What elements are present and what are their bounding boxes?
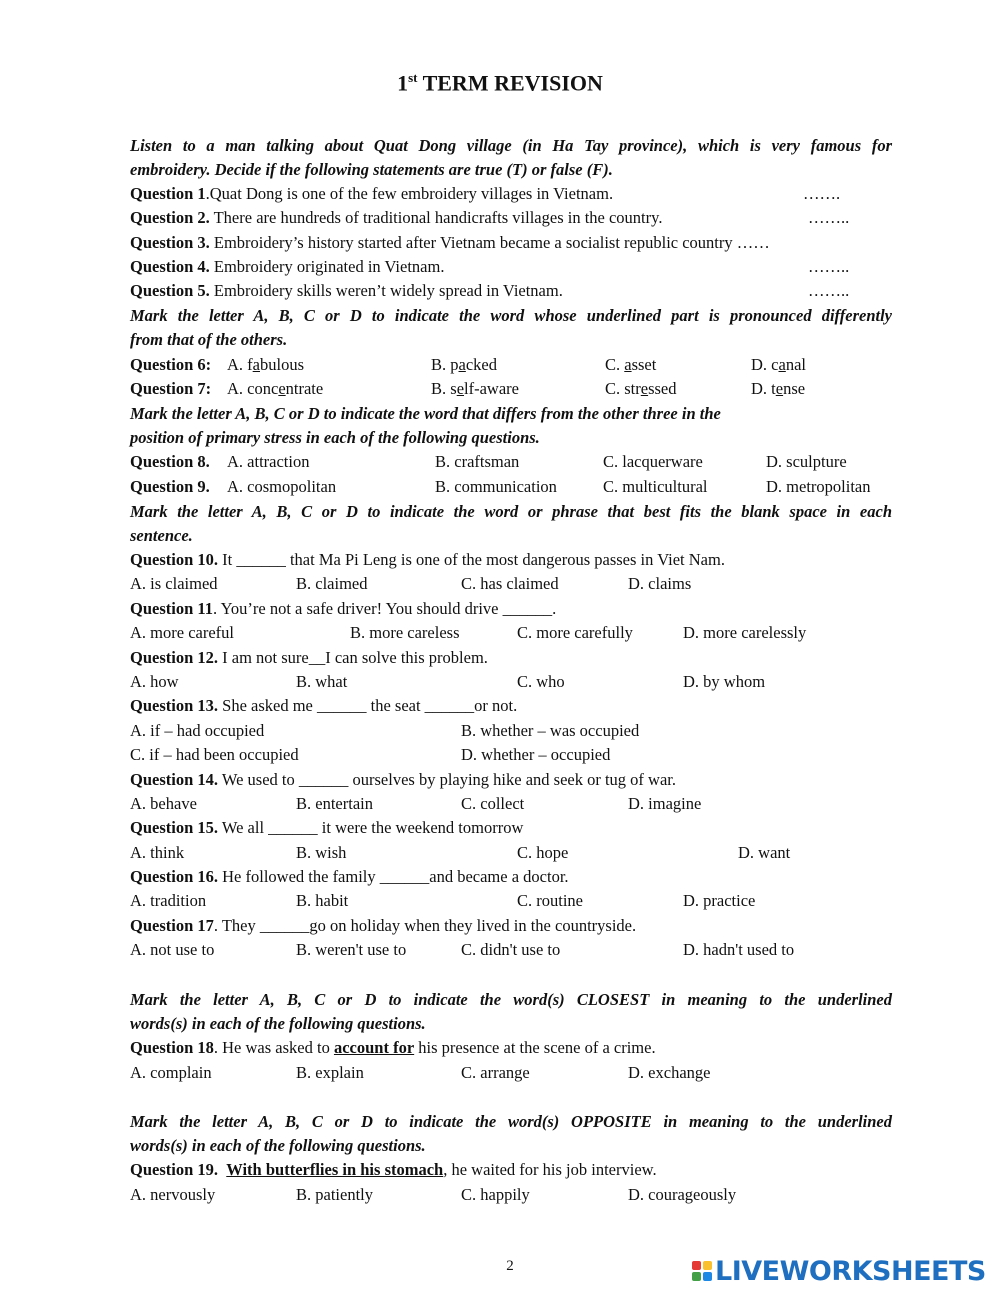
answer-blank-1[interactable]: ……. [803, 184, 841, 203]
q15-option-c[interactable]: C. hope [517, 843, 569, 862]
question-2: Question 2. There are hundreds of traditional handicrafts villages in the country. [130, 208, 663, 227]
instruction-closest: Mark the letter A, B, C or D to indicate the word(s) CLOSEST in meaning to the underlined [130, 990, 892, 1009]
answer-blank-5[interactable]: …….. [808, 281, 850, 300]
instruction-stress: Mark the letter A, B, C or D to indicate the word that differs from the other three in the [130, 404, 721, 423]
q17-option-d[interactable]: D. hadn't used to [683, 940, 795, 959]
instruction-pronunciation-2: from that of the others. [130, 330, 288, 349]
q18-option-c[interactable]: C. arrange [461, 1063, 530, 1082]
q11-option-c[interactable]: C. more carefully [517, 623, 633, 642]
q11-option-a[interactable]: A. more careful [130, 623, 234, 642]
q17-option-b[interactable]: B. weren't use to [296, 940, 407, 959]
logo-text: LIVEWORKSHEETS [715, 1255, 986, 1287]
question-10: Question 10. It ______ that Ma Pi Leng is one of the most dangerous passes in Viet Nam. [130, 550, 725, 569]
question-17: Question 17. They ______go on holiday when they lived in the countryside. [130, 916, 637, 935]
q9-option-a[interactable]: A. cosmopolitan [227, 477, 337, 496]
q15-option-b[interactable]: B. wish [296, 843, 347, 862]
q15-option-d[interactable]: D. want [738, 843, 791, 862]
q10-option-d[interactable]: D. claims [628, 574, 692, 593]
q15-option-a[interactable]: A. think [130, 843, 185, 862]
question-11: Question 11. You’re not a safe driver! You should drive ______. [130, 599, 557, 618]
q7-option-c[interactable]: C. stressed [605, 379, 677, 398]
q7-option-d[interactable]: D. tense [751, 379, 806, 398]
instruction-listening-2: embroidery. Decide if the following statements are true (T) or false (F). [130, 160, 613, 179]
q14-option-b[interactable]: B. entertain [296, 794, 373, 813]
q8-option-a[interactable]: A. attraction [227, 452, 310, 471]
q11-option-b[interactable]: B. more careless [350, 623, 460, 642]
q10-option-a[interactable]: A. is claimed [130, 574, 218, 593]
instruction-stress-2: position of primary stress in each of the following questions. [130, 428, 540, 447]
instruction-opposite: Mark the letter A, B, C or D to indicate the word(s) OPPOSITE in meaning to the underlined [130, 1112, 892, 1131]
q6-option-c[interactable]: C. asset [605, 355, 657, 374]
q13-option-b[interactable]: B. whether – was occupied [461, 721, 640, 740]
q13-option-c[interactable]: C. if – had been occupied [130, 745, 299, 764]
question-3: Question 3. Embroidery’s history started after Vietnam became a socialist republic country …… [130, 233, 770, 252]
question-15: Question 15. We all ______ it were the weekend tomorrow [130, 818, 524, 837]
answer-blank-2[interactable]: …….. [808, 208, 850, 227]
q6-option-b[interactable]: B. packed [431, 355, 497, 374]
liveworksheets-logo-icon [692, 1261, 712, 1281]
q16-option-b[interactable]: B. habit [296, 891, 349, 910]
q7-option-a[interactable]: A. concentrate [227, 379, 324, 398]
q12-option-c[interactable]: C. who [517, 672, 565, 691]
q19-option-c[interactable]: C. happily [461, 1185, 530, 1204]
q10-option-b[interactable]: B. claimed [296, 574, 368, 593]
q12-option-a[interactable]: A. how [130, 672, 179, 691]
instruction-blank: Mark the letter A, B, C or D to indicate the word or phrase that best fits the blank space in each [130, 502, 892, 521]
q19-option-d[interactable]: D. courageously [628, 1185, 737, 1204]
q7-option-b[interactable]: B. self-aware [431, 379, 519, 398]
q14-option-c[interactable]: C. collect [461, 794, 525, 813]
q16-option-a[interactable]: A. tradition [130, 891, 207, 910]
q19-option-b[interactable]: B. patiently [296, 1185, 373, 1204]
answer-blank-4[interactable]: …….. [808, 257, 850, 276]
q17-option-c[interactable]: C. didn't use to [461, 940, 561, 959]
q8-option-d[interactable]: D. sculpture [766, 452, 847, 471]
question-1: Question 1.Quat Dong is one of the few embroidery villages in Vietnam. [130, 184, 614, 203]
question-14: Question 14. We used to ______ ourselves by playing hike and seek or tug of war. [130, 770, 677, 789]
q13-option-a[interactable]: A. if – had occupied [130, 721, 265, 740]
q17-option-a[interactable]: A. not use to [130, 940, 215, 959]
question-12: Question 12. I am not sure__I can solve this problem. [130, 648, 488, 667]
question-13: Question 13. She asked me ______ the seat ______or not. [130, 696, 518, 715]
q16-option-c[interactable]: C. routine [517, 891, 583, 910]
q12-option-d[interactable]: D. by whom [683, 672, 766, 691]
instruction-blank-2: sentence. [130, 526, 193, 545]
q9-option-d[interactable]: D. metropolitan [766, 477, 871, 496]
q12-option-b[interactable]: B. what [296, 672, 348, 691]
liveworksheets-logo[interactable] [692, 1256, 986, 1286]
question-8-label: Question 8. [130, 452, 210, 471]
page-number: 2 [506, 1258, 514, 1274]
q8-option-c[interactable]: C. lacquerware [603, 452, 703, 471]
instruction-closest-2: words(s) in each of the following questions. [130, 1014, 426, 1033]
q18-option-d[interactable]: D. exchange [628, 1063, 711, 1082]
q11-option-d[interactable]: D. more carelessly [683, 623, 807, 642]
instruction-opposite-2: words(s) in each of the following questions. [130, 1136, 426, 1155]
q18-option-b[interactable]: B. explain [296, 1063, 364, 1082]
question-6-label: Question 6: [130, 355, 212, 374]
q8-option-b[interactable]: B. craftsman [435, 452, 520, 471]
q18-option-a[interactable]: A. complain [130, 1063, 212, 1082]
q6-option-a[interactable]: A. fabulous [227, 355, 305, 374]
q9-option-c[interactable]: C. multicultural [603, 477, 708, 496]
question-5: Question 5. Embroidery skills weren’t widely spread in Vietnam. [130, 281, 563, 300]
question-7-label: Question 7: [130, 379, 212, 398]
question-16: Question 16. He followed the family ______and became a doctor. [130, 867, 569, 886]
q14-option-a[interactable]: A. behave [130, 794, 197, 813]
q6-option-d[interactable]: D. canal [751, 355, 806, 374]
question-18: Question 18. He was asked to account for his presence at the scene of a crime. [130, 1038, 656, 1057]
q13-option-d[interactable]: D. whether – occupied [461, 745, 611, 764]
question-9-label: Question 9. [130, 477, 210, 496]
q9-option-b[interactable]: B. communication [435, 477, 557, 496]
question-19: Question 19. With butterflies in his stomach, he waited for his job interview. [130, 1160, 657, 1179]
instruction-pronunciation: Mark the letter A, B, C or D to indicate the word whose underlined part is pronounced differently [130, 306, 892, 325]
page-title: 1st TERM REVISION [397, 70, 603, 96]
instruction-listening: Listen to a man talking about Quat Dong village (in Ha Tay province), which is very famous for [130, 136, 892, 155]
q16-option-d[interactable]: D. practice [683, 891, 756, 910]
q19-option-a[interactable]: A. nervously [130, 1185, 216, 1204]
q14-option-d[interactable]: D. imagine [628, 794, 702, 813]
question-4: Question 4. Embroidery originated in Vietnam. [130, 257, 445, 276]
q10-option-c[interactable]: C. has claimed [461, 574, 559, 593]
